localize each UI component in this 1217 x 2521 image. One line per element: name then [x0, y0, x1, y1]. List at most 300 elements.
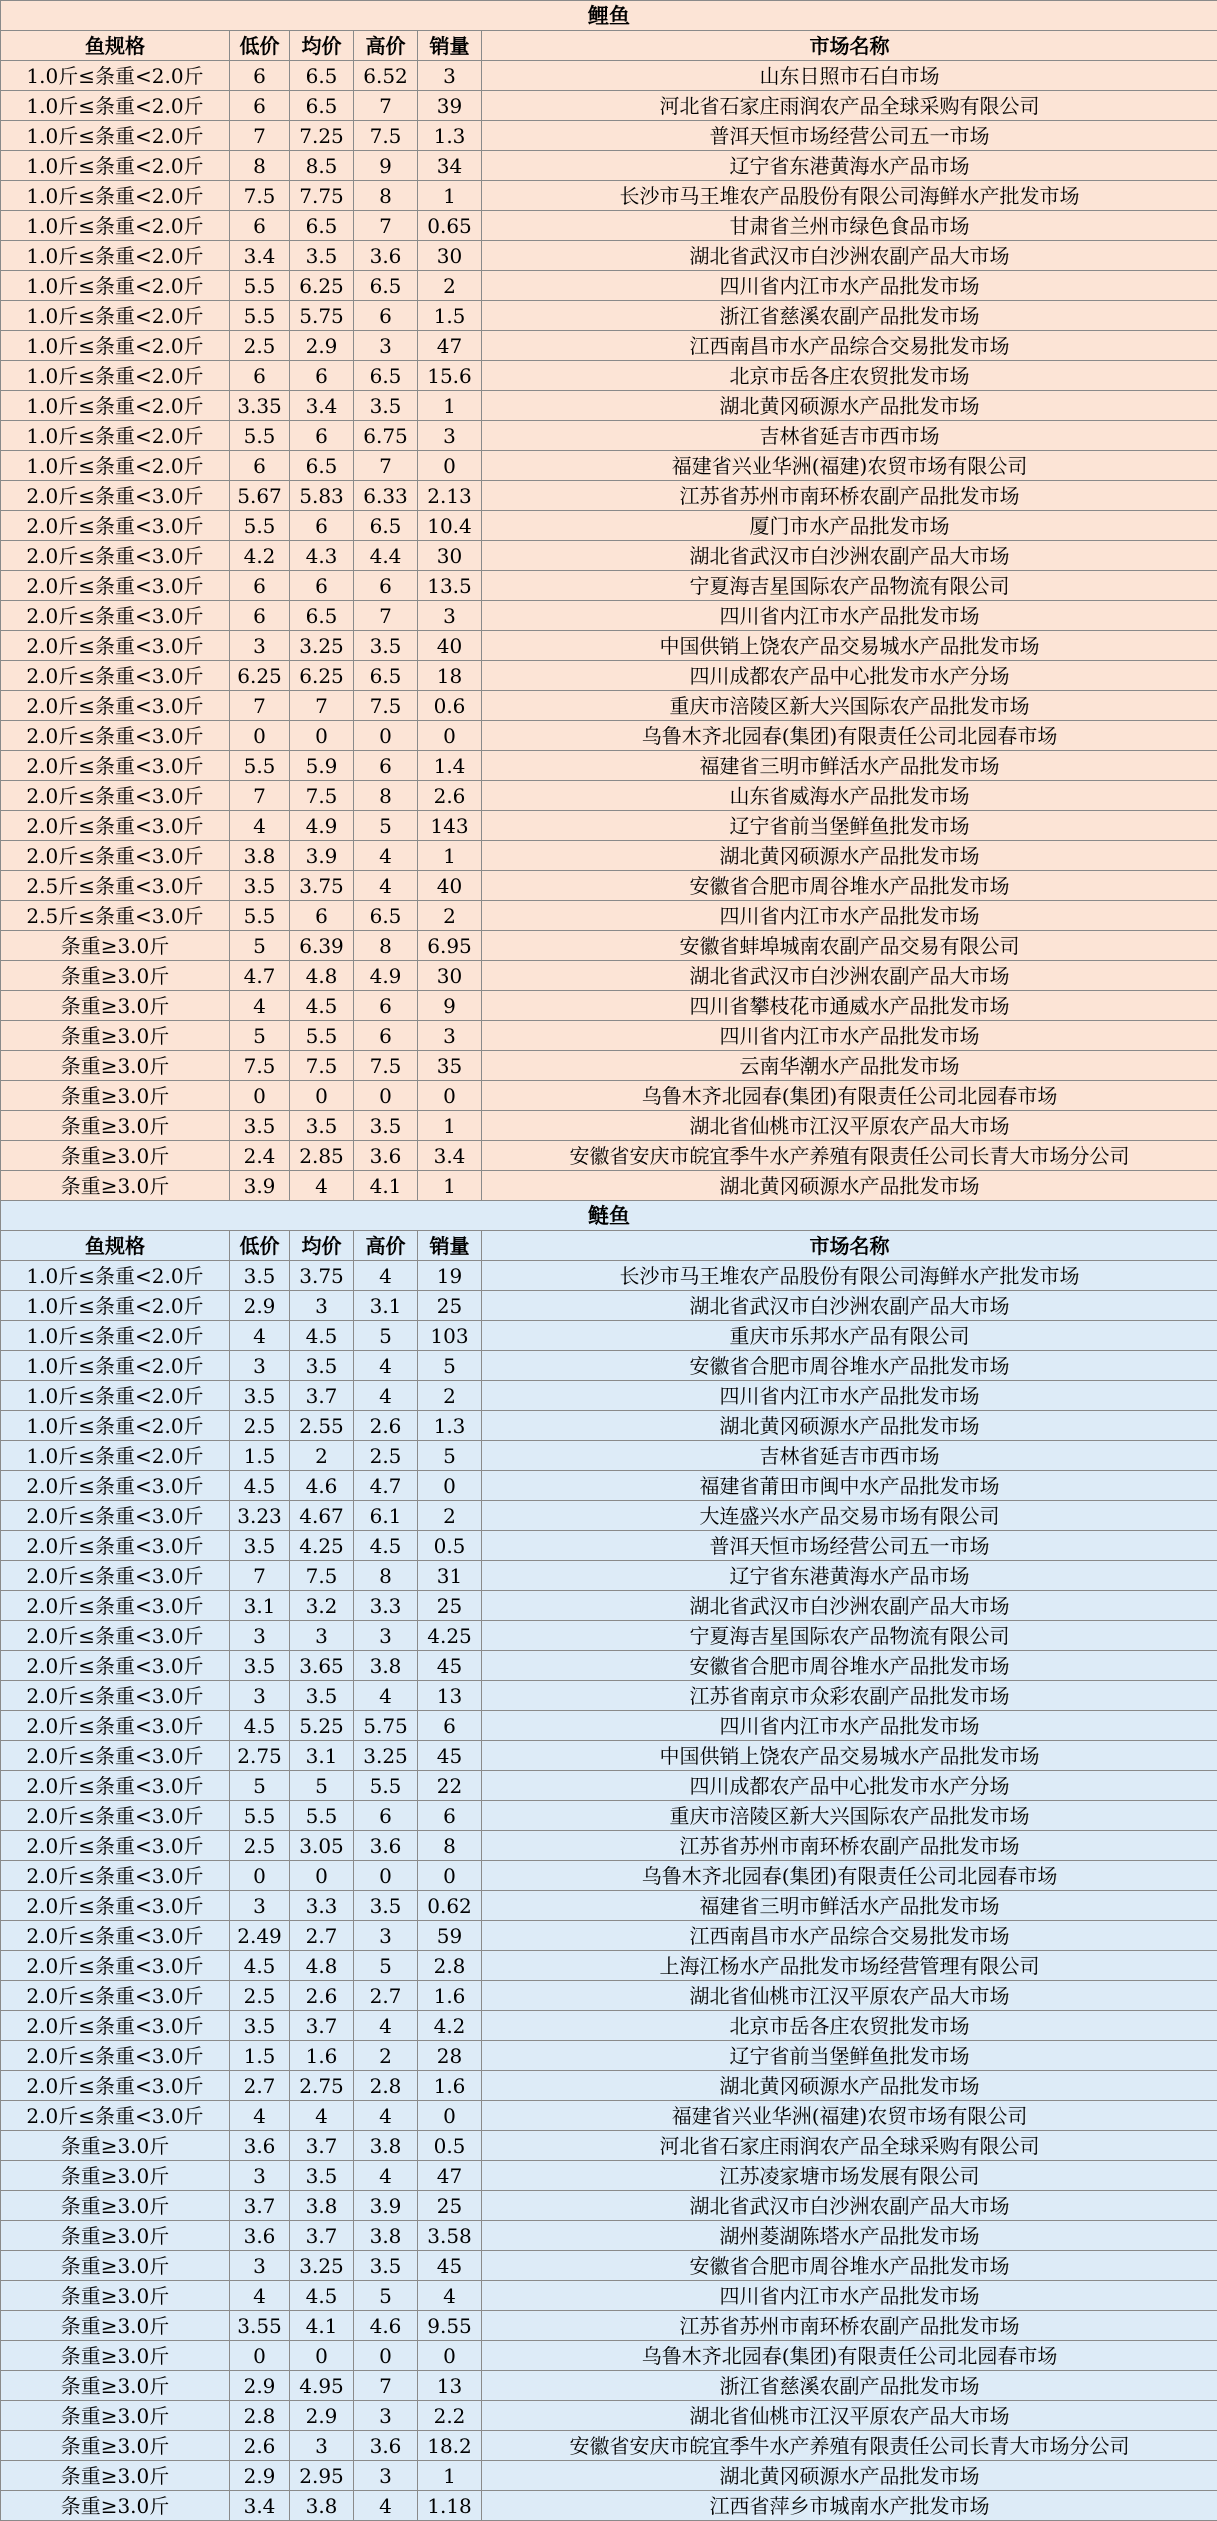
cell-high-price: 3.5 — [354, 391, 418, 421]
cell-low-price: 2.8 — [230, 2401, 290, 2431]
cell-volume: 3 — [418, 61, 482, 91]
cell-avg-price: 3.5 — [290, 2161, 354, 2191]
cell-high-price: 6 — [354, 1021, 418, 1051]
cell-high-price: 3.8 — [354, 2221, 418, 2251]
cell-volume: 2 — [418, 271, 482, 301]
cell-market-name: 重庆市乐邦水产品有限公司 — [482, 1321, 1217, 1351]
cell-avg-price: 2.6 — [290, 1981, 354, 2011]
table-row — [1, 421, 1217, 451]
cell-spec: 2.0斤≤条重<3.0斤 — [1, 1861, 230, 1891]
table-row — [1, 2221, 1217, 2251]
table-row — [1, 1351, 1217, 1381]
cell-avg-price: 5.75 — [290, 301, 354, 331]
cell-low-price: 3.5 — [230, 1531, 290, 1561]
section-title-row — [1, 1, 1217, 31]
cell-market-name: 长沙市马王堆农产品股份有限公司海鲜水产批发市场 — [482, 181, 1217, 211]
cell-high-price: 2 — [354, 2041, 418, 2071]
table-row — [1, 841, 1217, 871]
table-row — [1, 781, 1217, 811]
cell-market-name: 江苏省苏州市南环桥农副产品批发市场 — [482, 1831, 1217, 1861]
cell-low-price: 3.7 — [230, 2191, 290, 2221]
table-row — [1, 1711, 1217, 1741]
cell-volume: 18 — [418, 661, 482, 691]
cell-spec: 2.0斤≤条重<3.0斤 — [1, 1591, 230, 1621]
cell-market-name: 江西南昌市水产品综合交易批发市场 — [482, 1921, 1217, 1951]
cell-avg-price: 3.5 — [290, 1351, 354, 1381]
cell-market-name: 北京市岳各庄农贸批发市场 — [482, 2011, 1217, 2041]
cell-market-name: 湖北省武汉市白沙洲农副产品大市场 — [482, 541, 1217, 571]
cell-market-name: 湖北省仙桃市江汉平原农产品大市场 — [482, 2401, 1217, 2431]
table-row — [1, 361, 1217, 391]
cell-avg-price: 6 — [290, 511, 354, 541]
cell-low-price: 3 — [230, 1891, 290, 1921]
cell-avg-price: 6.39 — [290, 931, 354, 961]
table-row — [1, 811, 1217, 841]
cell-volume: 6.95 — [418, 931, 482, 961]
cell-spec: 1.0斤≤条重<2.0斤 — [1, 301, 230, 331]
cell-spec: 1.0斤≤条重<2.0斤 — [1, 1351, 230, 1381]
cell-volume: 30 — [418, 541, 482, 571]
cell-high-price: 4 — [354, 2011, 418, 2041]
cell-high-price: 7 — [354, 211, 418, 241]
cell-spec: 条重≥3.0斤 — [1, 2281, 230, 2311]
cell-market-name: 湖北省仙桃市江汉平原农产品大市场 — [482, 1981, 1217, 2011]
cell-low-price: 3.5 — [230, 1651, 290, 1681]
table-row — [1, 2491, 1217, 2521]
cell-volume: 4.25 — [418, 1621, 482, 1651]
cell-market-name: 湖北省武汉市白沙洲农副产品大市场 — [482, 1291, 1217, 1321]
cell-high-price: 3.8 — [354, 2131, 418, 2161]
table-row — [1, 2251, 1217, 2281]
cell-high-price: 8 — [354, 931, 418, 961]
table-row — [1, 1051, 1217, 1081]
table-row — [1, 2311, 1217, 2341]
cell-volume: 2.6 — [418, 781, 482, 811]
cell-market-name: 湖州菱湖陈塔水产品批发市场 — [482, 2221, 1217, 2251]
cell-low-price: 3.5 — [230, 2011, 290, 2041]
cell-market-name: 吉林省延吉市西市场 — [482, 421, 1217, 451]
cell-high-price: 3.5 — [354, 2251, 418, 2281]
cell-high-price: 3.1 — [354, 1291, 418, 1321]
cell-high-price: 6.1 — [354, 1501, 418, 1531]
cell-spec: 1.0斤≤条重<2.0斤 — [1, 421, 230, 451]
cell-volume: 59 — [418, 1921, 482, 1951]
cell-volume: 1.5 — [418, 301, 482, 331]
cell-low-price: 3.35 — [230, 391, 290, 421]
cell-avg-price: 4.9 — [290, 811, 354, 841]
cell-spec: 2.0斤≤条重<3.0斤 — [1, 1771, 230, 1801]
cell-market-name: 安徽省合肥市周谷堆水产品批发市场 — [482, 1351, 1217, 1381]
cell-market-name: 四川省内江市水产品批发市场 — [482, 901, 1217, 931]
cell-avg-price: 5.9 — [290, 751, 354, 781]
cell-spec: 2.0斤≤条重<3.0斤 — [1, 841, 230, 871]
cell-spec: 2.0斤≤条重<3.0斤 — [1, 1621, 230, 1651]
cell-spec: 2.0斤≤条重<3.0斤 — [1, 511, 230, 541]
cell-low-price: 2.9 — [230, 2371, 290, 2401]
table-row — [1, 91, 1217, 121]
table-row — [1, 2191, 1217, 2221]
cell-spec: 条重≥3.0斤 — [1, 1171, 230, 1201]
cell-market-name: 厦门市水产品批发市场 — [482, 511, 1217, 541]
table-row — [1, 1381, 1217, 1411]
cell-volume: 1.6 — [418, 2071, 482, 2101]
table-row — [1, 2341, 1217, 2371]
cell-low-price: 7 — [230, 1561, 290, 1591]
cell-market-name: 江西省萍乡市城南水产批发市场 — [482, 2491, 1217, 2521]
cell-low-price: 6 — [230, 601, 290, 631]
cell-high-price: 9 — [354, 151, 418, 181]
cell-spec: 条重≥3.0斤 — [1, 2161, 230, 2191]
cell-spec: 条重≥3.0斤 — [1, 2461, 230, 2491]
cell-low-price: 4.5 — [230, 1711, 290, 1741]
cell-avg-price: 2.85 — [290, 1141, 354, 1171]
cell-spec: 1.0斤≤条重<2.0斤 — [1, 121, 230, 151]
cell-avg-price: 2 — [290, 1441, 354, 1471]
cell-low-price: 7.5 — [230, 1051, 290, 1081]
cell-market-name: 湖北黄冈硕源水产品批发市场 — [482, 2071, 1217, 2101]
cell-volume: 45 — [418, 2251, 482, 2281]
cell-avg-price: 2.95 — [290, 2461, 354, 2491]
cell-market-name: 云南华潮水产品批发市场 — [482, 1051, 1217, 1081]
cell-low-price: 4 — [230, 2281, 290, 2311]
cell-spec: 2.0斤≤条重<3.0斤 — [1, 601, 230, 631]
cell-market-name: 江苏省南京市众彩农副产品批发市场 — [482, 1681, 1217, 1711]
cell-low-price: 5 — [230, 1771, 290, 1801]
column-header-row — [1, 1231, 1217, 1261]
table-row — [1, 2041, 1217, 2071]
cell-market-name: 长沙市马王堆农产品股份有限公司海鲜水产批发市场 — [482, 1261, 1217, 1291]
cell-low-price: 2.6 — [230, 2431, 290, 2461]
table-row — [1, 1171, 1217, 1201]
cell-volume: 4.2 — [418, 2011, 482, 2041]
cell-market-name: 安徽省安庆市皖宜季牛水产养殖有限责任公司长青大市场分公司 — [482, 2431, 1217, 2461]
cell-market-name: 福建省三明市鲜活水产品批发市场 — [482, 1891, 1217, 1921]
cell-market-name: 湖北黄冈硕源水产品批发市场 — [482, 2461, 1217, 2491]
cell-high-price: 6 — [354, 991, 418, 1021]
cell-spec: 1.0斤≤条重<2.0斤 — [1, 1321, 230, 1351]
cell-low-price: 2.75 — [230, 1741, 290, 1771]
table-row — [1, 181, 1217, 211]
cell-low-price: 5.5 — [230, 901, 290, 931]
cell-high-price: 4.1 — [354, 1171, 418, 1201]
cell-high-price: 2.6 — [354, 1411, 418, 1441]
cell-volume: 28 — [418, 2041, 482, 2071]
cell-market-name: 山东省威海水产品批发市场 — [482, 781, 1217, 811]
cell-high-price: 5 — [354, 811, 418, 841]
cell-volume: 47 — [418, 331, 482, 361]
cell-market-name: 湖北省武汉市白沙洲农副产品大市场 — [482, 1591, 1217, 1621]
cell-high-price: 3.6 — [354, 241, 418, 271]
cell-avg-price: 3.7 — [290, 2011, 354, 2041]
cell-avg-price: 3.5 — [290, 241, 354, 271]
cell-high-price: 5 — [354, 1951, 418, 1981]
cell-avg-price: 7.5 — [290, 781, 354, 811]
cell-spec: 1.0斤≤条重<2.0斤 — [1, 91, 230, 121]
cell-volume: 1.18 — [418, 2491, 482, 2521]
cell-volume: 30 — [418, 241, 482, 271]
cell-market-name: 四川省内江市水产品批发市场 — [482, 1711, 1217, 1741]
cell-high-price: 2.8 — [354, 2071, 418, 2101]
cell-spec: 2.0斤≤条重<3.0斤 — [1, 1951, 230, 1981]
table-row — [1, 691, 1217, 721]
cell-high-price: 6 — [354, 301, 418, 331]
cell-high-price: 3 — [354, 1621, 418, 1651]
cell-market-name: 山东日照市石白市场 — [482, 61, 1217, 91]
cell-high-price: 2.7 — [354, 1981, 418, 2011]
cell-spec: 条重≥3.0斤 — [1, 931, 230, 961]
cell-volume: 25 — [418, 2191, 482, 2221]
cell-spec: 条重≥3.0斤 — [1, 2341, 230, 2371]
cell-market-name: 四川省攀枝花市通威水产品批发市场 — [482, 991, 1217, 1021]
cell-high-price: 3.6 — [354, 2431, 418, 2461]
cell-spec: 2.0斤≤条重<3.0斤 — [1, 2041, 230, 2071]
cell-high-price: 2.5 — [354, 1441, 418, 1471]
cell-high-price: 3.5 — [354, 631, 418, 661]
cell-volume: 45 — [418, 1741, 482, 1771]
cell-high-price: 7 — [354, 2371, 418, 2401]
cell-volume: 9 — [418, 991, 482, 1021]
table-row — [1, 2101, 1217, 2131]
cell-low-price: 4 — [230, 1321, 290, 1351]
cell-market-name: 普洱天恒市场经营公司五一市场 — [482, 1531, 1217, 1561]
cell-low-price: 3.5 — [230, 1381, 290, 1411]
cell-market-name: 四川省内江市水产品批发市场 — [482, 601, 1217, 631]
cell-volume: 143 — [418, 811, 482, 841]
cell-avg-price: 2.9 — [290, 2401, 354, 2431]
cell-spec: 1.0斤≤条重<2.0斤 — [1, 1291, 230, 1321]
cell-low-price: 4.5 — [230, 1471, 290, 1501]
cell-market-name: 四川省内江市水产品批发市场 — [482, 2281, 1217, 2311]
cell-low-price: 3.5 — [230, 1261, 290, 1291]
table-row — [1, 1621, 1217, 1651]
table-row — [1, 1081, 1217, 1111]
cell-market-name: 福建省莆田市闽中水产品批发市场 — [482, 1471, 1217, 1501]
table-row — [1, 151, 1217, 181]
table-row — [1, 2281, 1217, 2311]
cell-low-price: 3.9 — [230, 1171, 290, 1201]
cell-market-name: 福建省兴业华洲(福建)农贸市场有限公司 — [482, 451, 1217, 481]
table-row — [1, 721, 1217, 751]
cell-spec: 1.0斤≤条重<2.0斤 — [1, 241, 230, 271]
cell-low-price: 0 — [230, 1081, 290, 1111]
cell-market-name: 安徽省合肥市周谷堆水产品批发市场 — [482, 871, 1217, 901]
cell-high-price: 0 — [354, 1081, 418, 1111]
cell-avg-price: 4.5 — [290, 2281, 354, 2311]
table-row — [1, 1021, 1217, 1051]
column-header-avg-price: 均价 — [290, 1231, 354, 1261]
cell-spec: 1.0斤≤条重<2.0斤 — [1, 1411, 230, 1441]
cell-low-price: 2.4 — [230, 1141, 290, 1171]
cell-low-price: 2.5 — [230, 331, 290, 361]
table-row — [1, 1321, 1217, 1351]
cell-high-price: 4.4 — [354, 541, 418, 571]
cell-high-price: 6 — [354, 1801, 418, 1831]
cell-low-price: 2.5 — [230, 1831, 290, 1861]
cell-high-price: 0 — [354, 2341, 418, 2371]
cell-high-price: 3.5 — [354, 1891, 418, 1921]
cell-high-price: 4.5 — [354, 1531, 418, 1561]
cell-market-name: 北京市岳各庄农贸批发市场 — [482, 361, 1217, 391]
cell-volume: 22 — [418, 1771, 482, 1801]
cell-spec: 2.0斤≤条重<3.0斤 — [1, 2101, 230, 2131]
cell-low-price: 8 — [230, 151, 290, 181]
cell-avg-price: 0 — [290, 1861, 354, 1891]
cell-market-name: 湖北黄冈硕源水产品批发市场 — [482, 841, 1217, 871]
cell-low-price: 7 — [230, 691, 290, 721]
cell-avg-price: 3.25 — [290, 631, 354, 661]
cell-volume: 103 — [418, 1321, 482, 1351]
table-row — [1, 1291, 1217, 1321]
column-header-spec: 鱼规格 — [1, 31, 230, 61]
cell-high-price: 5 — [354, 1321, 418, 1351]
cell-low-price: 4.5 — [230, 1951, 290, 1981]
cell-avg-price: 4.6 — [290, 1471, 354, 1501]
section-title: 鲢鱼 — [1, 1201, 1217, 1231]
table-row — [1, 961, 1217, 991]
cell-avg-price: 5.25 — [290, 1711, 354, 1741]
cell-low-price: 5.5 — [230, 271, 290, 301]
table-row — [1, 1951, 1217, 1981]
cell-high-price: 4 — [354, 1351, 418, 1381]
table-row — [1, 1831, 1217, 1861]
cell-spec: 条重≥3.0斤 — [1, 1081, 230, 1111]
table-row — [1, 241, 1217, 271]
cell-spec: 1.0斤≤条重<2.0斤 — [1, 271, 230, 301]
cell-high-price: 4 — [354, 871, 418, 901]
cell-low-price: 3.8 — [230, 841, 290, 871]
cell-high-price: 6.5 — [354, 661, 418, 691]
cell-spec: 条重≥3.0斤 — [1, 2311, 230, 2341]
cell-spec: 1.0斤≤条重<2.0斤 — [1, 151, 230, 181]
cell-volume: 10.4 — [418, 511, 482, 541]
column-header-row — [1, 31, 1217, 61]
cell-volume: 1 — [418, 391, 482, 421]
cell-spec: 2.0斤≤条重<3.0斤 — [1, 571, 230, 601]
cell-avg-price: 7 — [290, 691, 354, 721]
cell-low-price: 3 — [230, 631, 290, 661]
cell-high-price: 3.9 — [354, 2191, 418, 2221]
cell-spec: 条重≥3.0斤 — [1, 2371, 230, 2401]
cell-avg-price: 5.5 — [290, 1021, 354, 1051]
column-header-low-price: 低价 — [230, 31, 290, 61]
cell-high-price: 7.5 — [354, 1051, 418, 1081]
cell-market-name: 湖北黄冈硕源水产品批发市场 — [482, 391, 1217, 421]
cell-high-price: 4 — [354, 2161, 418, 2191]
cell-avg-price: 2.9 — [290, 331, 354, 361]
cell-spec: 条重≥3.0斤 — [1, 2251, 230, 2281]
cell-avg-price: 4.95 — [290, 2371, 354, 2401]
cell-high-price: 6.75 — [354, 421, 418, 451]
cell-volume: 8 — [418, 1831, 482, 1861]
cell-volume: 1 — [418, 181, 482, 211]
section-title: 鲤鱼 — [1, 1, 1217, 31]
cell-avg-price: 6 — [290, 571, 354, 601]
cell-volume: 13.5 — [418, 571, 482, 601]
cell-market-name: 甘肃省兰州市绿色食品市场 — [482, 211, 1217, 241]
cell-volume: 2 — [418, 901, 482, 931]
cell-volume: 3.4 — [418, 1141, 482, 1171]
cell-avg-price: 3.7 — [290, 2131, 354, 2161]
cell-volume: 47 — [418, 2161, 482, 2191]
cell-spec: 2.5斤≤条重<3.0斤 — [1, 871, 230, 901]
cell-volume: 2 — [418, 1501, 482, 1531]
cell-spec: 条重≥3.0斤 — [1, 1141, 230, 1171]
cell-low-price: 3 — [230, 2251, 290, 2281]
cell-market-name: 辽宁省前当堡鲜鱼批发市场 — [482, 811, 1217, 841]
cell-high-price: 4 — [354, 841, 418, 871]
cell-avg-price: 4.1 — [290, 2311, 354, 2341]
cell-avg-price: 5 — [290, 1771, 354, 1801]
cell-market-name: 辽宁省东港黄海水产品市场 — [482, 1561, 1217, 1591]
table-row — [1, 871, 1217, 901]
cell-market-name: 湖北省武汉市白沙洲农副产品大市场 — [482, 241, 1217, 271]
cell-avg-price: 3.65 — [290, 1651, 354, 1681]
table-row — [1, 1531, 1217, 1561]
column-header-avg-price: 均价 — [290, 31, 354, 61]
table-row — [1, 2071, 1217, 2101]
cell-avg-price: 3.05 — [290, 1831, 354, 1861]
cell-low-price: 2.49 — [230, 1921, 290, 1951]
cell-market-name: 江苏省苏州市南环桥农副产品批发市场 — [482, 2311, 1217, 2341]
cell-volume: 39 — [418, 91, 482, 121]
cell-avg-price: 3 — [290, 1291, 354, 1321]
cell-volume: 0.62 — [418, 1891, 482, 1921]
cell-volume: 2.2 — [418, 2401, 482, 2431]
cell-high-price: 3.6 — [354, 1831, 418, 1861]
cell-volume: 1.3 — [418, 121, 482, 151]
cell-avg-price: 2.55 — [290, 1411, 354, 1441]
column-header-market-name: 市场名称 — [482, 1231, 1217, 1261]
cell-volume: 6 — [418, 1801, 482, 1831]
cell-low-price: 3 — [230, 1351, 290, 1381]
table-row — [1, 1741, 1217, 1771]
cell-low-price: 2.9 — [230, 2461, 290, 2491]
cell-avg-price: 6.5 — [290, 601, 354, 631]
column-header-high-price: 高价 — [354, 31, 418, 61]
cell-market-name: 湖北黄冈硕源水产品批发市场 — [482, 1171, 1217, 1201]
table-row — [1, 571, 1217, 601]
table-row — [1, 601, 1217, 631]
column-header-high-price: 高价 — [354, 1231, 418, 1261]
cell-spec: 1.0斤≤条重<2.0斤 — [1, 211, 230, 241]
cell-spec: 2.0斤≤条重<3.0斤 — [1, 1501, 230, 1531]
cell-spec: 条重≥3.0斤 — [1, 2401, 230, 2431]
table-row — [1, 1771, 1217, 1801]
cell-high-price: 4 — [354, 2101, 418, 2131]
table-row — [1, 1681, 1217, 1711]
cell-spec: 条重≥3.0斤 — [1, 2221, 230, 2251]
table-row — [1, 511, 1217, 541]
cell-spec: 2.0斤≤条重<3.0斤 — [1, 481, 230, 511]
table-row — [1, 1651, 1217, 1681]
cell-avg-price: 7.5 — [290, 1561, 354, 1591]
cell-spec: 条重≥3.0斤 — [1, 1021, 230, 1051]
cell-spec: 条重≥3.0斤 — [1, 991, 230, 1021]
cell-avg-price: 3.1 — [290, 1741, 354, 1771]
cell-volume: 3 — [418, 421, 482, 451]
cell-low-price: 0 — [230, 2341, 290, 2371]
cell-avg-price: 2.7 — [290, 1921, 354, 1951]
table-row — [1, 1891, 1217, 1921]
cell-high-price: 0 — [354, 1861, 418, 1891]
table-row — [1, 1921, 1217, 1951]
cell-volume: 5 — [418, 1441, 482, 1471]
cell-volume: 1.3 — [418, 1411, 482, 1441]
cell-volume: 0 — [418, 451, 482, 481]
cell-high-price: 3 — [354, 1921, 418, 1951]
cell-avg-price: 6.5 — [290, 451, 354, 481]
cell-avg-price: 3.8 — [290, 2191, 354, 2221]
